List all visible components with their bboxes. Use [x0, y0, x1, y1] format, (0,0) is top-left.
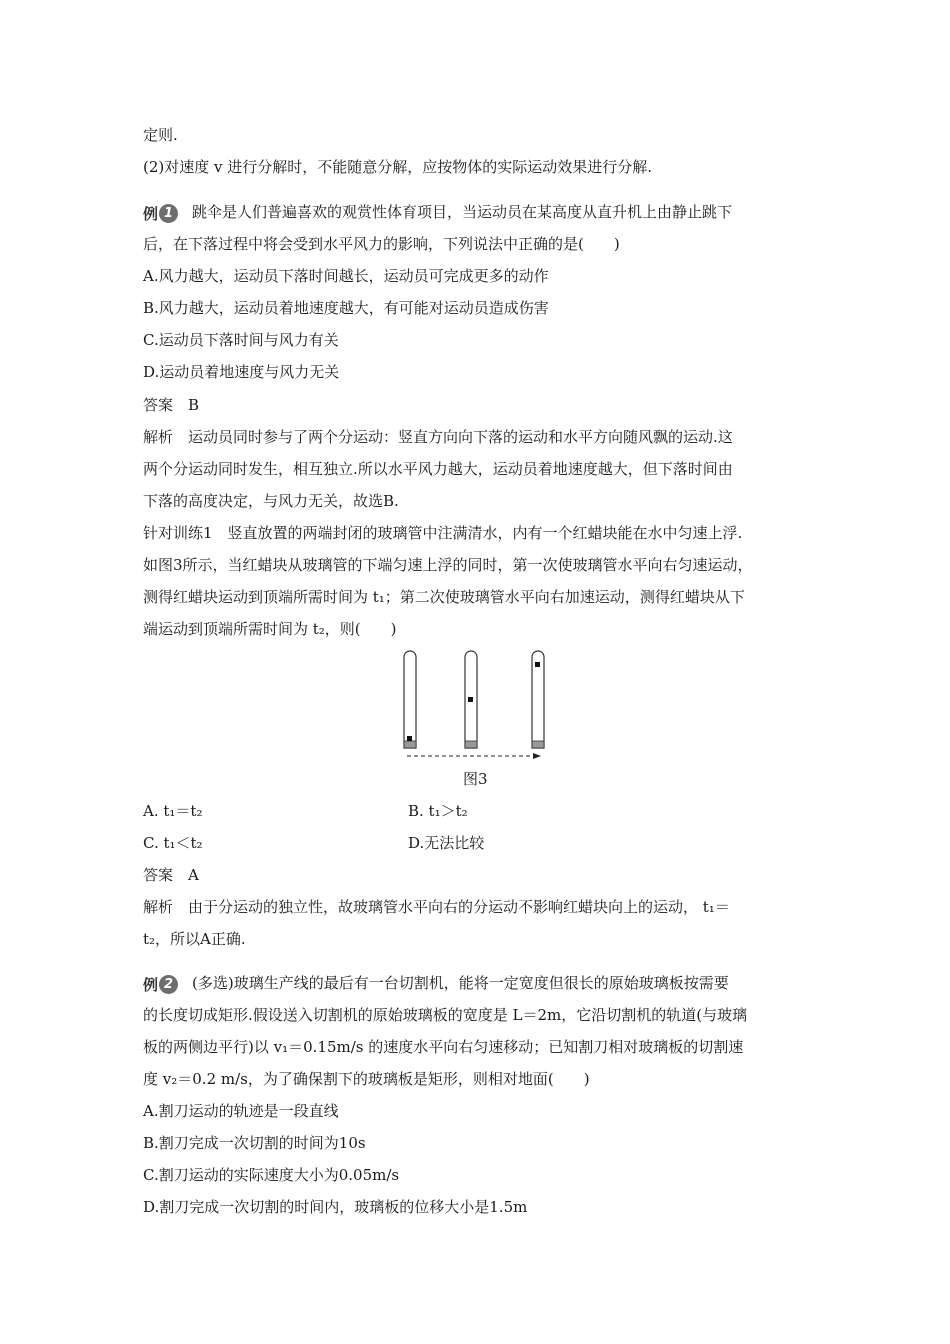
intro-line-2: (2)对速度 v 进行分解时，不能随意分解，应按物体的实际运动效果进行分解.: [143, 158, 653, 176]
tube-3: [532, 651, 544, 748]
example-2-option-c: C.割刀运动的实际速度大小为0.05m/s: [143, 1166, 400, 1184]
tube-3-wax-block: [535, 662, 540, 667]
tube-2-wax-block: [468, 697, 473, 702]
example-2-stem-line-1: 例 2 (多选)玻璃生产线的最后有一台切割机，能将一定宽度但很长的原始玻璃板按需要: [143, 974, 729, 994]
example-1-stem-line-1: 例 1 跳伞是人们普遍喜欢的观赏性体育项目，当运动员在某高度从直升机上由静止跳下: [143, 203, 733, 223]
tube-2: [465, 651, 477, 748]
example-2-stem-line-4: 度 v₂＝0.2 m/s，为了确保割下的玻璃板是矩形，则相对地面( ): [143, 1070, 590, 1088]
example-1-stem-line-2: 后，在下落过程中将会受到水平风力的影响，下列说法中正确的是( ): [143, 235, 620, 253]
training-1-analysis-line-2: t₂，所以A正确.: [143, 930, 246, 948]
example-1-analysis-line-1: 解析 运动员同时参与了两个分运动：竖直方向向下落的运动和水平方向随风飘的运动.这: [143, 428, 733, 446]
training-1-analysis-line-1: 解析 由于分运动的独立性，故玻璃管水平向右的分运动不影响红蜡块向上的运动， t₁＝: [143, 898, 730, 916]
training-1-option-b: B. t₁＞t₂: [408, 802, 468, 820]
example-2-stem-line-3: 板的两侧边平行)以 v₁＝0.15m/s 的速度水平向右匀速移动；已知割刀相对玻璃板的切割速: [143, 1038, 744, 1056]
example-2-option-d: D.割刀完成一次切割的时间内，玻璃板的位移大小是1.5m: [143, 1198, 528, 1216]
example-1-analysis-line-3: 下落的高度决定，与风力无关，故选B.: [143, 492, 399, 510]
figure-3-glass-tubes: [395, 650, 555, 762]
example-1-option-b: B.风力越大，运动员着地速度越大，有可能对运动员造成伤害: [143, 299, 549, 317]
training-1-line-4: 端运动到顶端所需时间为 t₂，则( ): [143, 620, 397, 638]
example-1-answer: 答案 B: [143, 396, 200, 414]
training-1-line-2: 如图3所示，当红蜡块从玻璃管的下端匀速上浮的同时，第一次使玻璃管水平向右匀速运动，: [143, 556, 753, 574]
tube-1-wax-block: [407, 736, 412, 741]
training-1-option-c: C. t₁＜t₂: [143, 834, 203, 852]
tube-2-base: [465, 741, 477, 748]
tube-1: [404, 651, 416, 748]
training-1-line-3: 测得红蜡块运动到顶端所需时间为 t₁；第二次使玻璃管水平向右加速运动，测得红蜡块从下: [143, 588, 745, 606]
tube-1-base: [404, 741, 416, 748]
example-1-analysis-line-2: 两个分运动同时发生，相互独立.所以水平风力越大，运动员着地速度越大，但下落时间由: [143, 460, 733, 478]
training-1-answer: 答案 A: [143, 866, 199, 884]
training-1-option-a: A. t₁＝t₂: [143, 802, 203, 820]
example-1-option-d: D.运动员着地速度与风力无关: [143, 363, 340, 381]
example-2-option-b: B.割刀完成一次切割的时间为10s: [143, 1134, 366, 1152]
intro-line-1: 定则.: [143, 126, 178, 144]
example-2-option-a: A.割刀运动的轨迹是一段直线: [143, 1102, 339, 1120]
tube-3-base: [532, 741, 544, 748]
figure-3-caption: 图3: [463, 770, 488, 788]
example-2-stem-line-2: 的长度切成矩形.假设送入切割机的原始玻璃板的宽度是 L＝2m，它沿切割机的轨道(与玻璃: [143, 1006, 748, 1024]
example-1-option-c: C.运动员下落时间与风力有关: [143, 331, 339, 349]
example-1-badge: 例 1: [143, 203, 178, 224]
training-1-line-1: 针对训练1 竖直放置的两端封闭的玻璃管中注满清水，内有一个红蜡块能在水中匀速上浮.: [143, 524, 743, 542]
example-2-badge: 例 2: [143, 974, 178, 995]
example-1-option-a: A.风力越大，运动员下落时间越长，运动员可完成更多的动作: [143, 267, 549, 285]
training-1-option-d: D.无法比较: [408, 834, 485, 852]
motion-arrow-head: [533, 753, 541, 759]
